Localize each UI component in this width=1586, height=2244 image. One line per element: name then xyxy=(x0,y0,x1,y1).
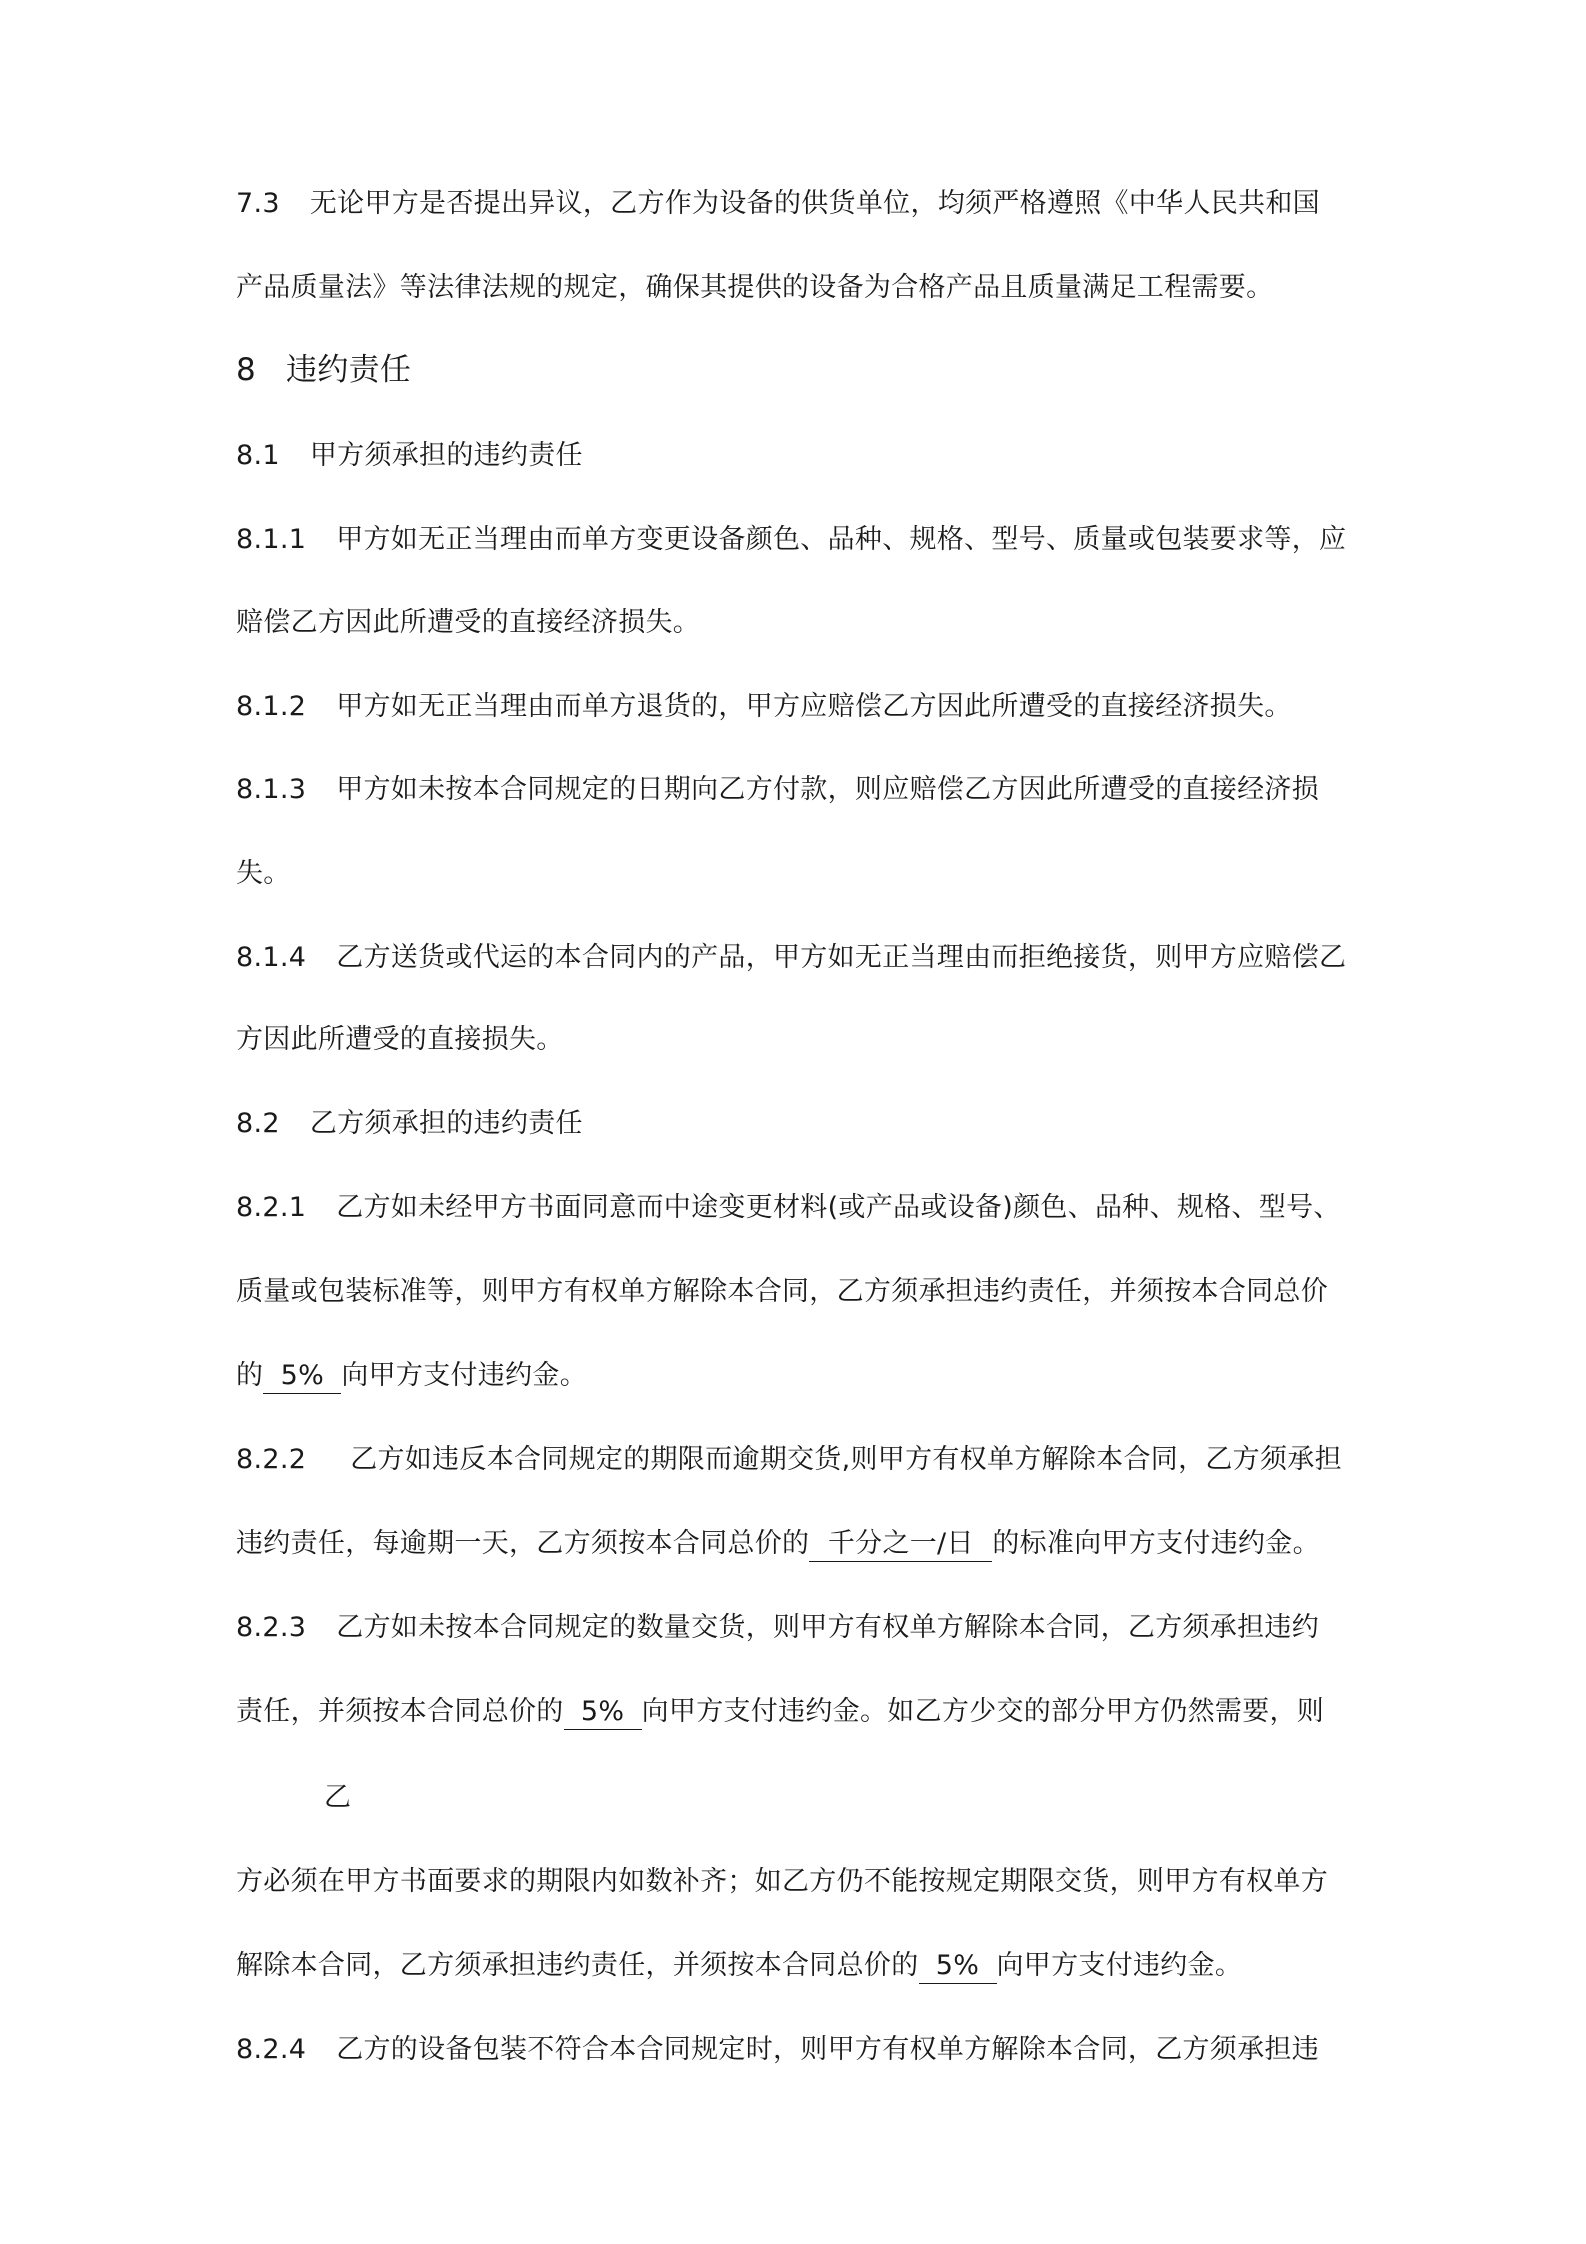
clause-8-1-4-line-1 xyxy=(236,940,1346,976)
penalty-rate-blank: 5% xyxy=(564,1695,642,1730)
clause-text: 违约责任，每逾期一天，乙方须按本合同总价的 xyxy=(236,1528,810,1559)
clause-text: 赔偿乙方因此所遭受的直接经济损失。 xyxy=(236,607,701,638)
clause-title: 乙方须承担的违约责任 xyxy=(309,1108,583,1139)
clause-number: 8.1.2 xyxy=(236,691,307,722)
clause-text: 失。 xyxy=(236,858,291,889)
clause-8-1-3-line-2 xyxy=(236,856,291,892)
clause-text: 无论甲方是否提出异议，乙方作为设备的供货单位，均须严格遵照《中华人民共和国 xyxy=(309,188,1320,219)
clause-8-1-heading xyxy=(236,438,583,474)
section-number: 8 xyxy=(236,352,257,388)
clause-text: 乙方送货或代运的本合同内的产品，甲方如无正当理由而拒绝接货，则甲方应赔偿乙 xyxy=(336,942,1347,973)
clause-7-3-line-2 xyxy=(236,270,1273,306)
clause-8-2-heading xyxy=(236,1106,583,1142)
clause-8-2-4-line-1 xyxy=(236,2032,1319,2068)
clause-text: 乙 xyxy=(324,1782,352,1813)
clause-number: 8.1.4 xyxy=(236,942,307,973)
clause-text: 向甲方支付违约金。如乙方少交的部分甲方仍然需要，则 xyxy=(641,1696,1325,1727)
clause-text: 质量或包装标准等，则甲方有权单方解除本合同，乙方须承担违约责任，并须按本合同总价 xyxy=(236,1276,1328,1307)
clause-8-2-3-orphan-char xyxy=(324,1780,351,1816)
clause-text: 责任，并须按本合同总价的 xyxy=(236,1696,564,1727)
clause-text: 的 xyxy=(236,1360,264,1391)
clause-number: 8.1.1 xyxy=(236,524,307,555)
clause-text: 乙方如未经甲方书面同意而中途变更材料(或产品或设备)颜色、品种、规格、型号、 xyxy=(336,1192,1341,1223)
clause-8-2-3-line-1 xyxy=(236,1610,1319,1646)
clause-7-3-line-1 xyxy=(236,186,1320,222)
clause-8-2-1-line-3 xyxy=(236,1358,587,1394)
clause-8-2-2-line-1 xyxy=(236,1442,1342,1478)
late-rate-blank: 千分之一/日 xyxy=(809,1527,992,1562)
clause-8-2-2-line-2 xyxy=(236,1526,1320,1562)
clause-text: 甲方如无正当理由而单方变更设备颜色、品种、规格、型号、质量或包装要求等，应 xyxy=(336,524,1347,555)
penalty-rate-blank: 5% xyxy=(919,1949,997,1984)
clause-8-2-3-line-2 xyxy=(236,1694,1324,1730)
clause-text: 方必须在甲方书面要求的期限内如数补齐；如乙方仍不能按规定期限交货，则甲方有权单方 xyxy=(236,1866,1328,1897)
clause-number: 7.3 xyxy=(236,188,280,219)
clause-8-2-1-line-2 xyxy=(236,1274,1328,1310)
section-title: 违约责任 xyxy=(286,352,412,388)
clause-number: 8.2 xyxy=(236,1108,280,1139)
clause-text: 向甲方支付违约金。 xyxy=(996,1950,1243,1981)
clause-number: 8.2.1 xyxy=(236,1192,307,1223)
clause-8-1-3-line-1 xyxy=(236,772,1319,808)
clause-8-1-1-line-1 xyxy=(236,522,1346,558)
clause-8-1-1-line-2 xyxy=(236,605,700,641)
clause-number: 8.2.4 xyxy=(236,2034,307,2065)
clause-number: 8.2.2 xyxy=(236,1444,307,1475)
clause-text: 向甲方支付违约金。 xyxy=(341,1360,588,1391)
document-page xyxy=(236,0,1366,2244)
clause-text: 乙方的设备包装不符合本合同规定时，则甲方有权单方解除本合同，乙方须承担违 xyxy=(336,2034,1320,2065)
clause-title: 甲方须承担的违约责任 xyxy=(309,440,583,471)
clause-text: 的标准向甲方支付违约金。 xyxy=(992,1528,1320,1559)
clause-text: 方因此所遭受的直接损失。 xyxy=(236,1024,564,1055)
clause-8-1-4-line-2 xyxy=(236,1022,564,1058)
clause-number: 8.2.3 xyxy=(236,1612,307,1643)
clause-text: 甲方如无正当理由而单方退货的，甲方应赔偿乙方因此所遭受的直接经济损失。 xyxy=(336,691,1292,722)
clause-8-2-3-line-3 xyxy=(236,1864,1328,1900)
clause-text: 解除本合同，乙方须承担违约责任，并须按本合同总价的 xyxy=(236,1950,919,1981)
clause-text: 甲方如未按本合同规定的日期向乙方付款，则应赔偿乙方因此所遭受的直接经济损 xyxy=(336,774,1320,805)
clause-8-2-1-line-1 xyxy=(236,1190,1341,1226)
clause-text: 乙方如未按本合同规定的数量交货，则甲方有权单方解除本合同，乙方须承担违约 xyxy=(336,1612,1320,1643)
clause-8-1-2-line-1 xyxy=(236,689,1292,725)
clause-number: 8.1.3 xyxy=(236,774,307,805)
clause-8-2-3-line-4 xyxy=(236,1948,1242,1984)
clause-text: 乙方如违反本合同规定的期限而逾期交货,则甲方有权单方解除本合同，乙方须承担 xyxy=(350,1444,1342,1475)
clause-text: 产品质量法》等法律法规的规定，确保其提供的设备为合格产品且质量满足工程需要。 xyxy=(236,272,1274,303)
penalty-rate-blank: 5% xyxy=(263,1359,341,1394)
clause-number: 8.1 xyxy=(236,440,280,471)
section-8-heading xyxy=(236,352,411,388)
